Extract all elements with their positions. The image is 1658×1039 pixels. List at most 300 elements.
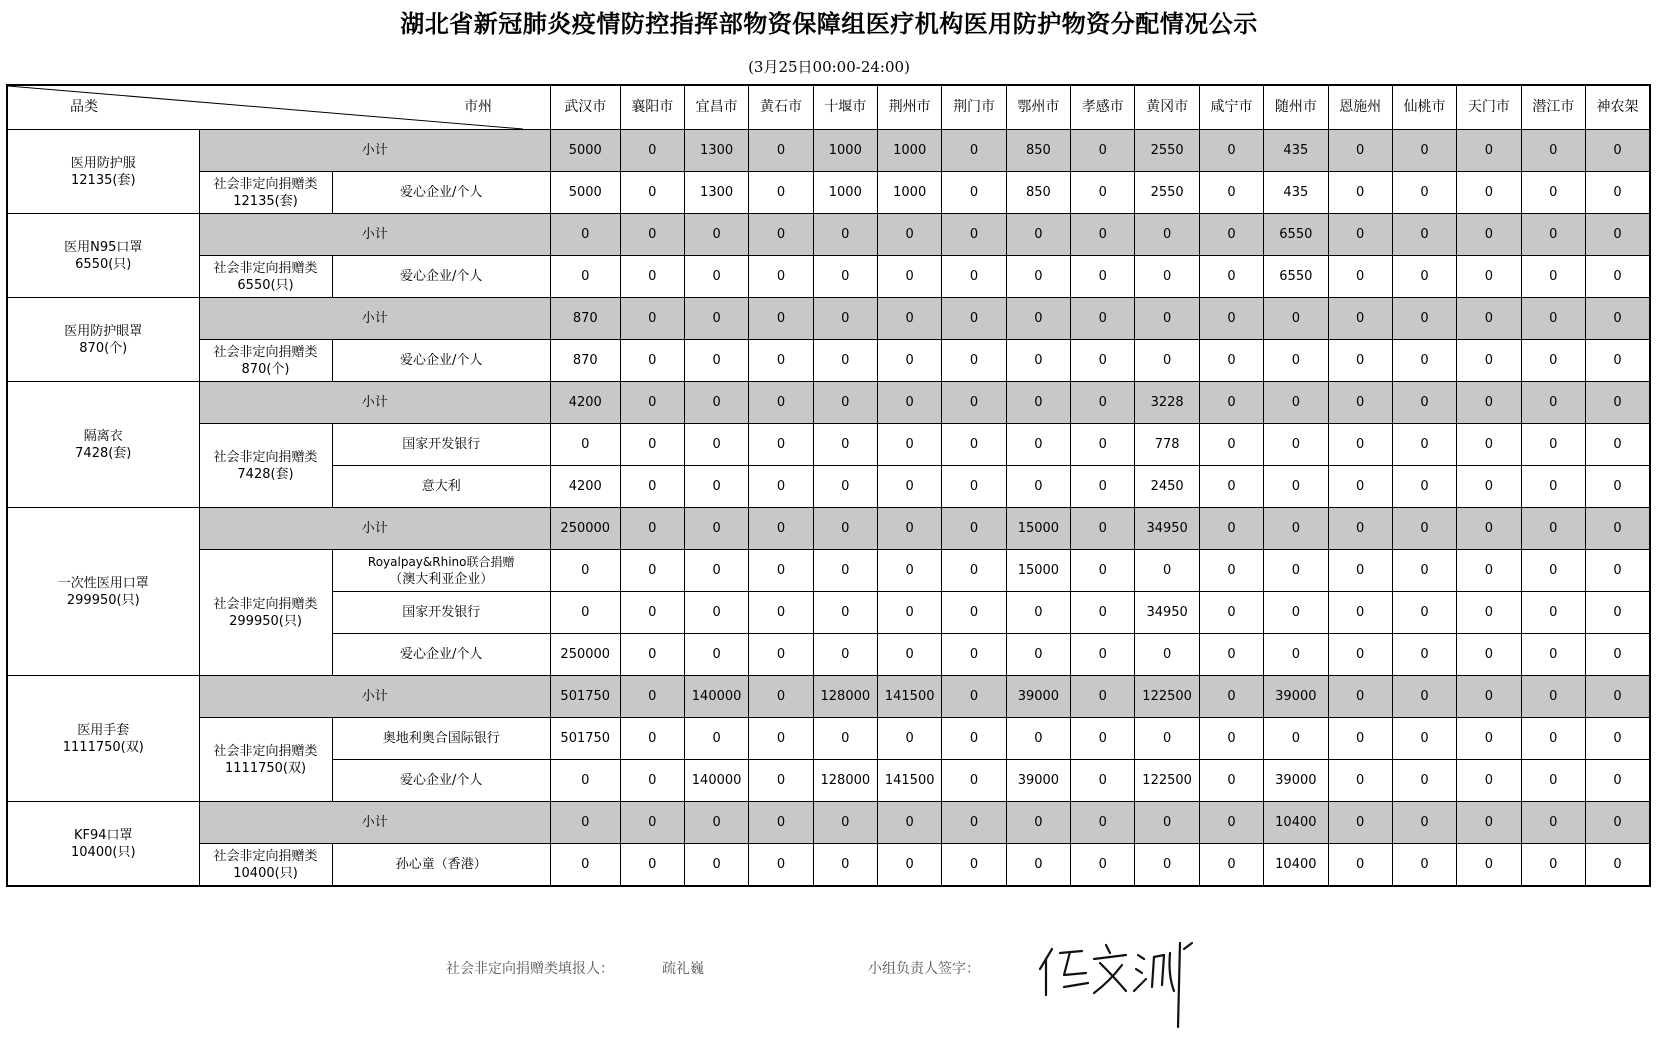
donor-value: 0 bbox=[1392, 844, 1456, 887]
subtotal-label: 小计 bbox=[199, 508, 550, 550]
donation-type-cell bbox=[199, 340, 332, 382]
donor-value: 0 bbox=[620, 718, 684, 760]
allocation-table bbox=[6, 84, 1651, 887]
subtotal-row bbox=[7, 130, 1650, 172]
city-header: 市州 bbox=[464, 99, 492, 115]
donor-name: Royalpay&Rhino联合捐赠 bbox=[367, 554, 515, 569]
donor-value: 0 bbox=[1585, 424, 1650, 466]
donor-value: 0 bbox=[749, 550, 813, 592]
donor-value: 0 bbox=[1521, 844, 1585, 887]
donor-cell bbox=[332, 592, 550, 634]
donation-total: 12135(套) bbox=[233, 193, 298, 209]
category-cell bbox=[7, 214, 199, 298]
subtotal-value: 10400 bbox=[1264, 802, 1328, 844]
subtotal-value: 0 bbox=[942, 130, 1006, 172]
donor-value: 0 bbox=[550, 844, 620, 887]
donor-value: 0 bbox=[813, 550, 877, 592]
donor-value: 0 bbox=[1264, 340, 1328, 382]
category-total: 6550(只) bbox=[75, 256, 132, 272]
donor-value: 0 bbox=[942, 256, 1006, 298]
donor-value: 0 bbox=[1006, 718, 1070, 760]
donor-row bbox=[7, 844, 1650, 887]
donor-value: 0 bbox=[749, 760, 813, 802]
donation-type-cell bbox=[199, 256, 332, 298]
subtotal-row bbox=[7, 802, 1650, 844]
donor-value: 0 bbox=[1071, 634, 1135, 676]
subtotal-value: 39000 bbox=[1264, 676, 1328, 718]
donor-value: 0 bbox=[1135, 256, 1199, 298]
subtotal-value: 0 bbox=[1264, 508, 1328, 550]
subtotal-value: 0 bbox=[1521, 802, 1585, 844]
category-total: 10400(只) bbox=[71, 844, 136, 860]
donor-value: 5000 bbox=[550, 172, 620, 214]
donor-value: 0 bbox=[1521, 592, 1585, 634]
subtotal-value: 0 bbox=[942, 508, 1006, 550]
donor-value: 0 bbox=[1585, 718, 1650, 760]
donor-value: 0 bbox=[1521, 634, 1585, 676]
donor-value: 0 bbox=[1264, 592, 1328, 634]
subtotal-value: 0 bbox=[1585, 214, 1650, 256]
donor-value: 0 bbox=[878, 424, 942, 466]
donor-cell bbox=[332, 550, 550, 592]
donor-cell bbox=[332, 718, 550, 760]
donor-value: 0 bbox=[1328, 718, 1392, 760]
donor-value: 0 bbox=[878, 340, 942, 382]
donor-value: 0 bbox=[942, 550, 1006, 592]
subtotal-value: 0 bbox=[749, 298, 813, 340]
donor-value: 0 bbox=[550, 592, 620, 634]
subtotal-value: 0 bbox=[1457, 214, 1521, 256]
subtotal-value: 870 bbox=[550, 298, 620, 340]
subtotal-value: 0 bbox=[1328, 676, 1392, 718]
diagonal-header-cell bbox=[7, 85, 550, 130]
subtotal-value: 0 bbox=[1264, 382, 1328, 424]
subtotal-value: 0 bbox=[620, 214, 684, 256]
donation-type: 社会非定向捐赠类 bbox=[213, 176, 318, 192]
donor-value: 0 bbox=[1264, 550, 1328, 592]
subtotal-value: 0 bbox=[1071, 802, 1135, 844]
donation-type: 社会非定向捐赠类 bbox=[213, 449, 318, 465]
subtotal-value: 1000 bbox=[813, 130, 877, 172]
donor-cell bbox=[332, 466, 550, 508]
city-header-cell: 襄阳市 bbox=[620, 85, 684, 130]
subtotal-value: 0 bbox=[1328, 508, 1392, 550]
donor-row bbox=[7, 718, 1650, 760]
donor-value: 0 bbox=[1071, 466, 1135, 508]
subtotal-value: 15000 bbox=[1006, 508, 1070, 550]
donor-name: 爱心企业/个人 bbox=[400, 353, 483, 368]
subtotal-value: 0 bbox=[1392, 508, 1456, 550]
reporter-name: 疏礼巍 bbox=[662, 961, 704, 977]
donor-value: 0 bbox=[878, 634, 942, 676]
donor-value: 0 bbox=[1071, 592, 1135, 634]
subtotal-value: 0 bbox=[1585, 298, 1650, 340]
donor-value: 0 bbox=[878, 718, 942, 760]
donor-value: 0 bbox=[1199, 760, 1263, 802]
donor-value: 0 bbox=[550, 424, 620, 466]
donor-value: 0 bbox=[1392, 592, 1456, 634]
donor-value: 0 bbox=[749, 172, 813, 214]
donor-value: 0 bbox=[1328, 256, 1392, 298]
subtotal-value: 0 bbox=[942, 802, 1006, 844]
subtotal-value: 0 bbox=[749, 214, 813, 256]
subtotal-value: 3228 bbox=[1135, 382, 1199, 424]
city-header-cell: 天门市 bbox=[1457, 85, 1521, 130]
page-title: 湖北省新冠肺炎疫情防控指挥部物资保障组医疗机构医用防护物资分配情况公示 bbox=[400, 10, 1258, 38]
donor-value: 0 bbox=[1328, 844, 1392, 887]
donor-name: 国家开发银行 bbox=[402, 437, 481, 452]
donor-value: 0 bbox=[1199, 718, 1263, 760]
subtotal-value: 0 bbox=[1006, 802, 1070, 844]
donor-value: 0 bbox=[1585, 760, 1650, 802]
donor-value: 0 bbox=[550, 760, 620, 802]
donor-value: 0 bbox=[1328, 634, 1392, 676]
donor-value: 0 bbox=[813, 844, 877, 887]
donor-value: 0 bbox=[1328, 550, 1392, 592]
category-cell bbox=[7, 676, 199, 802]
donor-value: 870 bbox=[550, 340, 620, 382]
donor-value: 0 bbox=[878, 256, 942, 298]
subtotal-value: 0 bbox=[813, 298, 877, 340]
subtotal-value: 0 bbox=[942, 214, 1006, 256]
subtotal-value: 0 bbox=[684, 382, 748, 424]
subtotal-value: 0 bbox=[813, 382, 877, 424]
category-cell bbox=[7, 298, 199, 382]
donor-row bbox=[7, 256, 1650, 298]
subtotal-value: 0 bbox=[1585, 130, 1650, 172]
donor-value: 0 bbox=[1585, 844, 1650, 887]
subtotal-label: 小计 bbox=[199, 130, 550, 172]
reporter-label: 社会非定向捐赠类填报人： bbox=[446, 961, 614, 977]
donor-value: 0 bbox=[684, 592, 748, 634]
donor-value: 141500 bbox=[878, 760, 942, 802]
subtotal-value: 0 bbox=[1521, 382, 1585, 424]
subtotal-value: 0 bbox=[1585, 676, 1650, 718]
donor-value: 0 bbox=[1006, 256, 1070, 298]
donor-note: （澳大利亚企业） bbox=[389, 571, 494, 587]
donor-value: 0 bbox=[1521, 550, 1585, 592]
subtotal-value: 0 bbox=[1457, 508, 1521, 550]
donor-value: 0 bbox=[1006, 844, 1070, 887]
subtotal-value: 0 bbox=[1199, 298, 1263, 340]
signature-label: 小组负责人签字： bbox=[868, 961, 980, 977]
donor-value: 0 bbox=[942, 340, 1006, 382]
donor-value: 0 bbox=[749, 634, 813, 676]
donor-value: 0 bbox=[620, 760, 684, 802]
subtotal-value: 0 bbox=[1071, 298, 1135, 340]
donor-value: 0 bbox=[684, 340, 748, 382]
subtotal-value: 122500 bbox=[1135, 676, 1199, 718]
donor-value: 2550 bbox=[1135, 172, 1199, 214]
donor-value: 0 bbox=[1135, 844, 1199, 887]
donor-value: 0 bbox=[1392, 760, 1456, 802]
category-cell bbox=[7, 508, 199, 676]
table-body bbox=[7, 85, 1650, 886]
subtotal-value: 128000 bbox=[813, 676, 877, 718]
subtotal-value: 0 bbox=[1006, 382, 1070, 424]
donor-value: 0 bbox=[1392, 256, 1456, 298]
donor-value: 0 bbox=[1457, 718, 1521, 760]
donor-value: 0 bbox=[1585, 256, 1650, 298]
subtotal-value: 0 bbox=[620, 382, 684, 424]
donor-value: 0 bbox=[1199, 256, 1263, 298]
donor-value: 0 bbox=[1006, 340, 1070, 382]
donor-value: 0 bbox=[1457, 256, 1521, 298]
subtotal-value: 1000 bbox=[878, 130, 942, 172]
donor-value: 0 bbox=[620, 340, 684, 382]
city-header-cell: 鄂州市 bbox=[1006, 85, 1070, 130]
city-header-cell: 咸宁市 bbox=[1199, 85, 1263, 130]
subtotal-value: 0 bbox=[878, 214, 942, 256]
donor-value: 0 bbox=[1264, 634, 1328, 676]
donor-value: 15000 bbox=[1006, 550, 1070, 592]
donor-value: 2450 bbox=[1135, 466, 1199, 508]
donor-value: 0 bbox=[684, 424, 748, 466]
category-total: 7428(套) bbox=[75, 445, 132, 461]
donor-value: 0 bbox=[1521, 172, 1585, 214]
subtotal-value: 0 bbox=[620, 676, 684, 718]
subtotal-value: 0 bbox=[749, 802, 813, 844]
donor-value: 0 bbox=[1585, 634, 1650, 676]
donor-value: 0 bbox=[1199, 592, 1263, 634]
donor-value: 0 bbox=[813, 424, 877, 466]
subtotal-value: 0 bbox=[1328, 382, 1392, 424]
donor-value: 0 bbox=[942, 466, 1006, 508]
donor-value: 0 bbox=[1457, 466, 1521, 508]
donor-value: 0 bbox=[749, 424, 813, 466]
subtotal-row bbox=[7, 508, 1650, 550]
donor-name: 爱心企业/个人 bbox=[400, 185, 483, 200]
donor-value: 39000 bbox=[1264, 760, 1328, 802]
donor-value: 0 bbox=[1328, 340, 1392, 382]
category-header: 品类 bbox=[70, 99, 98, 115]
subtotal-value: 250000 bbox=[550, 508, 620, 550]
donor-value: 0 bbox=[942, 424, 1006, 466]
donation-type: 社会非定向捐赠类 bbox=[213, 260, 318, 276]
subtotal-value: 0 bbox=[620, 298, 684, 340]
donor-value: 0 bbox=[813, 718, 877, 760]
donor-value: 0 bbox=[1071, 718, 1135, 760]
donation-total: 870(个) bbox=[241, 361, 290, 377]
subtotal-row bbox=[7, 382, 1650, 424]
subtotal-value: 6550 bbox=[1264, 214, 1328, 256]
donor-cell bbox=[332, 256, 550, 298]
donor-value: 0 bbox=[620, 256, 684, 298]
city-header-cell: 神农架 bbox=[1585, 85, 1650, 130]
donor-value: 0 bbox=[1264, 466, 1328, 508]
donation-type-cell bbox=[199, 172, 332, 214]
donor-value: 0 bbox=[1392, 634, 1456, 676]
donor-cell bbox=[332, 172, 550, 214]
city-header-cell: 孝感市 bbox=[1071, 85, 1135, 130]
donor-value: 0 bbox=[1521, 424, 1585, 466]
donor-value: 0 bbox=[1071, 550, 1135, 592]
subtotal-value: 0 bbox=[1199, 214, 1263, 256]
donor-value: 0 bbox=[942, 844, 1006, 887]
donor-value: 1000 bbox=[813, 172, 877, 214]
donor-value: 250000 bbox=[550, 634, 620, 676]
category-name: 医用N95口罩 bbox=[64, 239, 143, 255]
category-name: KF94口罩 bbox=[74, 827, 133, 843]
donation-type-cell bbox=[199, 718, 332, 802]
donor-value: 0 bbox=[813, 256, 877, 298]
subtotal-value: 435 bbox=[1264, 130, 1328, 172]
donor-value: 10400 bbox=[1264, 844, 1328, 887]
donor-value: 0 bbox=[1199, 172, 1263, 214]
donor-value: 0 bbox=[1006, 466, 1070, 508]
donation-total: 10400(只) bbox=[233, 865, 298, 881]
subtotal-value: 0 bbox=[1328, 214, 1392, 256]
subtotal-value: 0 bbox=[1392, 130, 1456, 172]
subtotal-value: 0 bbox=[1135, 214, 1199, 256]
subtotal-value: 0 bbox=[684, 214, 748, 256]
donor-value: 0 bbox=[749, 340, 813, 382]
subtotal-value: 0 bbox=[1521, 298, 1585, 340]
donor-row bbox=[7, 550, 1650, 592]
subtotal-value: 0 bbox=[749, 130, 813, 172]
subtotal-value: 0 bbox=[1328, 298, 1392, 340]
donor-value: 0 bbox=[1071, 340, 1135, 382]
subtotal-value: 0 bbox=[813, 508, 877, 550]
donor-name: 意大利 bbox=[421, 479, 461, 494]
donor-value: 0 bbox=[1457, 340, 1521, 382]
header-row bbox=[7, 85, 1650, 130]
donor-value: 4200 bbox=[550, 466, 620, 508]
donor-row bbox=[7, 172, 1650, 214]
donor-value: 0 bbox=[1392, 718, 1456, 760]
donor-value: 0 bbox=[1071, 424, 1135, 466]
subtotal-value: 0 bbox=[1199, 802, 1263, 844]
donation-total: 7428(套) bbox=[237, 466, 294, 482]
subtotal-value: 0 bbox=[550, 802, 620, 844]
date-range: (3月25日00:00-24:00) bbox=[748, 58, 910, 76]
donor-value: 0 bbox=[1264, 718, 1328, 760]
donor-row bbox=[7, 424, 1650, 466]
subtotal-value: 0 bbox=[1199, 130, 1263, 172]
subtotal-value: 0 bbox=[1457, 382, 1521, 424]
donor-value: 0 bbox=[878, 466, 942, 508]
donor-value: 0 bbox=[749, 718, 813, 760]
subtotal-value: 140000 bbox=[684, 676, 748, 718]
donation-type-cell bbox=[199, 424, 332, 508]
donation-type: 社会非定向捐赠类 bbox=[213, 596, 318, 612]
donor-value: 0 bbox=[1199, 424, 1263, 466]
donor-value: 0 bbox=[942, 172, 1006, 214]
category-name: 医用手套 bbox=[77, 722, 130, 738]
subtotal-value: 5000 bbox=[550, 130, 620, 172]
subtotal-value: 0 bbox=[620, 130, 684, 172]
donor-value: 0 bbox=[620, 424, 684, 466]
donor-value: 0 bbox=[1457, 760, 1521, 802]
city-header-cell: 黄冈市 bbox=[1135, 85, 1199, 130]
donor-value: 0 bbox=[942, 592, 1006, 634]
donor-value: 0 bbox=[1071, 172, 1135, 214]
donor-value: 0 bbox=[1392, 172, 1456, 214]
city-header-cell: 潜江市 bbox=[1521, 85, 1585, 130]
donor-value: 0 bbox=[1457, 634, 1521, 676]
subtotal-value: 0 bbox=[813, 214, 877, 256]
donation-type-cell bbox=[199, 844, 332, 887]
donor-value: 0 bbox=[813, 592, 877, 634]
subtotal-label: 小计 bbox=[199, 214, 550, 256]
donor-value: 0 bbox=[749, 256, 813, 298]
donor-value: 34950 bbox=[1135, 592, 1199, 634]
donor-value: 0 bbox=[620, 550, 684, 592]
subtotal-value: 0 bbox=[1457, 676, 1521, 718]
subtotal-value: 0 bbox=[749, 676, 813, 718]
donor-value: 0 bbox=[684, 256, 748, 298]
category-cell bbox=[7, 382, 199, 508]
city-header-cell: 荆州市 bbox=[878, 85, 942, 130]
donor-name: 奥地利奥合国际银行 bbox=[382, 731, 500, 746]
subtotal-value: 0 bbox=[878, 382, 942, 424]
donor-value: 0 bbox=[1199, 466, 1263, 508]
subtotal-value: 850 bbox=[1006, 130, 1070, 172]
subtotal-value: 34950 bbox=[1135, 508, 1199, 550]
donor-value: 0 bbox=[1006, 634, 1070, 676]
city-header-cell: 十堰市 bbox=[813, 85, 877, 130]
subtotal-value: 0 bbox=[620, 802, 684, 844]
subtotal-value: 0 bbox=[1585, 802, 1650, 844]
donor-value: 0 bbox=[1585, 592, 1650, 634]
donor-value: 0 bbox=[1071, 844, 1135, 887]
donor-value: 0 bbox=[813, 634, 877, 676]
donor-value: 0 bbox=[813, 466, 877, 508]
donor-value: 0 bbox=[1457, 172, 1521, 214]
donor-value: 0 bbox=[878, 844, 942, 887]
subtotal-row bbox=[7, 298, 1650, 340]
donation-type: 社会非定向捐赠类 bbox=[213, 344, 318, 360]
subtotal-value: 0 bbox=[684, 298, 748, 340]
subtotal-row bbox=[7, 676, 1650, 718]
subtotal-value: 0 bbox=[1199, 676, 1263, 718]
subtotal-value: 0 bbox=[878, 802, 942, 844]
subtotal-value: 0 bbox=[1071, 508, 1135, 550]
subtotal-value: 0 bbox=[1457, 298, 1521, 340]
donor-value: 0 bbox=[620, 844, 684, 887]
subtotal-value: 0 bbox=[942, 676, 1006, 718]
subtotal-value: 0 bbox=[1006, 214, 1070, 256]
donor-value: 0 bbox=[1135, 718, 1199, 760]
subtotal-label: 小计 bbox=[199, 676, 550, 718]
city-header-cell: 随州市 bbox=[1264, 85, 1328, 130]
donor-value: 435 bbox=[1264, 172, 1328, 214]
donor-value: 0 bbox=[1585, 550, 1650, 592]
subtotal-value: 0 bbox=[550, 214, 620, 256]
donor-row bbox=[7, 340, 1650, 382]
subtotal-value: 0 bbox=[1071, 130, 1135, 172]
subtotal-value: 0 bbox=[1392, 802, 1456, 844]
city-header-cell: 黄石市 bbox=[749, 85, 813, 130]
donor-cell bbox=[332, 634, 550, 676]
subtotal-value: 0 bbox=[1135, 298, 1199, 340]
donor-value: 0 bbox=[942, 760, 1006, 802]
donor-value: 0 bbox=[813, 340, 877, 382]
donor-value: 778 bbox=[1135, 424, 1199, 466]
donor-value: 122500 bbox=[1135, 760, 1199, 802]
donor-value: 0 bbox=[1585, 340, 1650, 382]
donor-value: 0 bbox=[1328, 424, 1392, 466]
city-header-cell: 荆门市 bbox=[942, 85, 1006, 130]
category-name: 隔离衣 bbox=[83, 428, 123, 444]
city-header-cell: 恩施州 bbox=[1328, 85, 1392, 130]
donor-value: 0 bbox=[684, 550, 748, 592]
subtotal-value: 0 bbox=[942, 382, 1006, 424]
donor-value: 0 bbox=[1521, 256, 1585, 298]
donor-value: 0 bbox=[1071, 256, 1135, 298]
donor-value: 0 bbox=[1264, 424, 1328, 466]
subtotal-value: 0 bbox=[942, 298, 1006, 340]
